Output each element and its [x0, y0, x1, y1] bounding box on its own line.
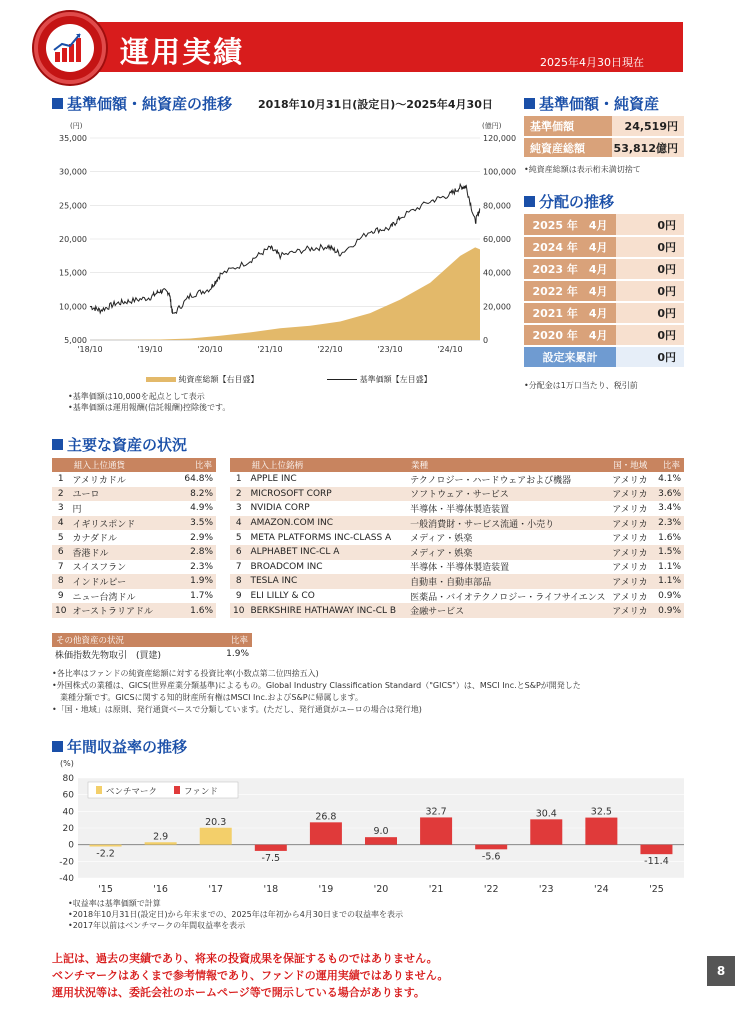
currency-ratio: 1.9% — [174, 574, 216, 589]
nav-table — [524, 116, 684, 159]
stock-name: ALPHABET INC-CL A — [247, 545, 407, 560]
stock-header-country: 国・地域 — [609, 458, 653, 472]
stock-name: META PLATFORMS INC-CLASS A — [250, 532, 392, 543]
stock-sector: 一般消費財・サービス流通・小売り — [407, 516, 609, 531]
currency-name: カナダドル — [72, 534, 118, 545]
currency-rank: 8 — [52, 574, 69, 589]
returns-y-unit: (%) — [60, 759, 74, 768]
fund-bar — [530, 819, 562, 844]
stock-rank: 3 — [235, 503, 242, 514]
right-tick-label: 80,000 — [483, 201, 511, 211]
stock-country: アメリカ — [609, 603, 653, 618]
stock-name: MICROSOFT CORP — [247, 487, 407, 502]
returns-x-tick-label: '19 — [318, 884, 334, 895]
x-tick-label: '20/10 — [197, 345, 223, 354]
nav-row — [524, 116, 684, 137]
legend-aum-swatch — [146, 377, 176, 382]
currency-ratio: 2.9% — [190, 532, 213, 543]
assets-note: •各比率はファンドの純資産総額に対する投資比率(小数点第二位四捨五入) — [52, 669, 319, 678]
benchmark-bar — [90, 845, 122, 847]
currency-name: 円 — [72, 504, 82, 515]
fund-bar — [475, 845, 507, 850]
returns-x-tick-label: '25 — [649, 884, 664, 895]
stock-header-name: 組入上位銘柄 — [230, 458, 407, 472]
assets-note: 業種分類です。GICSに関する知的財産所有権はMSCI Inc.およびS&Pに帰属します。 — [52, 693, 363, 702]
distribution-title: 分配の推移 — [524, 191, 614, 212]
stock-row — [230, 501, 684, 516]
currency-row — [52, 530, 216, 545]
currency-ratio: 4.9% — [190, 503, 213, 514]
returns-data-label: 26.8 — [315, 811, 337, 823]
returns-note: •2017年以前はベンチマークの年間収益率を表示 — [68, 921, 246, 930]
currency-name: アメリカドル — [72, 475, 126, 486]
price-chart-legend — [146, 374, 432, 385]
stock-country: アメリカ — [609, 516, 653, 531]
stock-table — [230, 458, 684, 618]
currency-ratio: 1.6% — [174, 603, 216, 618]
stock-country: アメリカ — [609, 574, 653, 589]
legend-nav-swatch — [327, 379, 357, 380]
stock-rank: 5 — [235, 532, 242, 543]
returns-x-tick-label: '16 — [153, 884, 168, 895]
returns-x-tick-label: '17 — [208, 884, 224, 895]
legend-aum-label: 純資産総額【右目盛】 — [178, 375, 259, 384]
returns-data-label: 9.0 — [373, 826, 389, 838]
stock-sector: テクノロジー・ハードウェアおよび機器 — [410, 475, 572, 486]
returns-y-tick-label: 0 — [68, 840, 74, 851]
other-header — [52, 633, 252, 647]
stock-name: BROADCOM INC — [250, 561, 323, 572]
nav-value: 24,519円 — [612, 116, 684, 137]
stock-rank: 7 — [235, 561, 242, 572]
stock-sector: メディア・娯楽 — [407, 545, 609, 560]
stock-rank: 6 — [230, 545, 247, 560]
aum-area — [90, 247, 480, 340]
nav-box-title: 基準価額・純資産 — [524, 93, 659, 114]
nav-box-note: •純資産総額は表示桁未満切捨て — [524, 165, 641, 174]
returns-data-label: 30.4 — [535, 808, 557, 820]
returns-data-label: 32.5 — [590, 806, 612, 818]
currency-name: ユーロ — [69, 487, 174, 502]
distribution-value: 0円 — [616, 258, 684, 280]
returns-note: •収益率は基準価額で計算 — [68, 899, 161, 908]
stock-ratio: 1.1% — [653, 574, 684, 589]
stock-sector: 半導体・半導体製造装置 — [410, 563, 510, 574]
returns-x-tick-label: '24 — [594, 884, 609, 895]
currency-row — [52, 560, 216, 575]
currency-name: オーストラリアドル — [69, 603, 174, 618]
stock-ratio: 2.3% — [653, 516, 684, 531]
returns-data-label: 32.7 — [425, 806, 447, 818]
right-tick-label: 120,000 — [483, 134, 517, 143]
x-tick-label: '22/10 — [317, 345, 343, 354]
x-tick-label: '24/10 — [437, 345, 463, 354]
returns-y-tick-label: -40 — [59, 874, 74, 884]
right-tick-label: 100,000 — [483, 167, 517, 177]
returns-note: •2018年10月31日(設定日)から年末までの、2025年は年初から4月30日までの収益率を表示 — [68, 910, 403, 919]
returns-data-label: -11.4 — [644, 856, 669, 868]
currency-ratio: 3.5% — [174, 516, 216, 531]
currency-row — [52, 501, 216, 516]
left-tick-label: 35,000 — [59, 134, 87, 143]
stock-country: アメリカ — [612, 592, 648, 603]
distribution-value: 0円 — [616, 214, 684, 236]
returns-x-tick-label: '18 — [263, 884, 279, 895]
returns-data-label: -5.6 — [481, 851, 501, 863]
stock-sector: 金融サービス — [407, 603, 609, 618]
page-title: 運用実績 — [120, 35, 245, 69]
left-tick-label: 20,000 — [59, 235, 87, 244]
currency-row — [52, 487, 216, 502]
distribution-row — [524, 324, 684, 346]
currency-row — [52, 472, 216, 487]
currency-rank: 2 — [52, 487, 69, 502]
fund-bar — [255, 845, 287, 851]
other-header-name: その他資産の状況 — [52, 633, 211, 647]
distribution-date: 2025 年 4月 — [524, 214, 616, 236]
returns-data-label: 20.3 — [205, 816, 227, 828]
stock-ratio: 1.6% — [658, 532, 681, 543]
currency-row — [52, 516, 216, 531]
stock-name: NVIDIA CORP — [250, 503, 310, 514]
disclaimer — [52, 950, 448, 1001]
legend-bench-label: ベンチマーク — [106, 787, 158, 797]
fund-bar — [640, 845, 672, 855]
legend-nav-label: 基準価額【左目盛】 — [359, 375, 432, 384]
stock-row — [230, 472, 684, 487]
disclaimer-line: 運用状況等は、委託会社のホームページ等で開示している場合があります。 — [52, 986, 425, 999]
stock-row — [230, 603, 684, 618]
stock-row — [230, 589, 684, 604]
stock-sector: 半導体・半導体製造装置 — [410, 504, 510, 515]
stock-sector: 医薬品・バイオテクノロジー・ライフサイエンス — [410, 592, 606, 603]
stock-name: APPLE INC — [250, 474, 297, 485]
stock-sector: 自動車・自動車部品 — [407, 574, 609, 589]
currency-name: ニュー台湾ドル — [72, 592, 136, 603]
returns-x-tick-label: '15 — [98, 884, 113, 895]
price-chart — [52, 118, 520, 368]
price-note: •基準価額は10,000を起点として表示 — [68, 392, 205, 401]
stock-rank: 1 — [235, 474, 242, 485]
stock-sector: ソフトウェア・サービス — [407, 487, 609, 502]
currency-header — [52, 458, 216, 472]
stock-rank: 10 — [230, 603, 247, 618]
chart-icon — [46, 24, 94, 72]
distribution-total-row — [524, 346, 684, 368]
distribution-date: 2020 年 4月 — [524, 324, 616, 346]
distribution-date: 2021 年 4月 — [524, 302, 616, 324]
currency-name: スイスフラン — [72, 563, 127, 574]
legend-bench-swatch — [96, 786, 102, 794]
currency-row — [52, 589, 216, 604]
stock-country: アメリカ — [612, 534, 648, 545]
distribution-table — [524, 214, 684, 369]
currency-name: 香港ドル — [69, 545, 174, 560]
returns-title: 年間収益率の推移 — [52, 736, 187, 757]
returns-data-label: -2.2 — [96, 848, 115, 860]
fund-bar — [585, 818, 617, 845]
assets-title: 主要な資産の状況 — [52, 434, 187, 455]
right-tick-label: 20,000 — [483, 302, 511, 312]
returns-chart — [52, 758, 688, 898]
right-tick-label: 60,000 — [483, 235, 511, 244]
stock-name: BERKSHIRE HATHAWAY INC-CL B — [247, 603, 407, 618]
distribution-value: 0円 — [616, 280, 684, 302]
distribution-date: 2022 年 4月 — [524, 280, 616, 302]
stock-ratio: 3.4% — [658, 503, 681, 514]
returns-y-tick-label: -20 — [59, 857, 74, 868]
legend-fund-swatch — [174, 786, 180, 794]
other-row — [52, 647, 252, 662]
benchmark-bar — [200, 828, 232, 845]
x-tick-label: '23/10 — [377, 345, 403, 354]
stock-rank: 2 — [230, 487, 247, 502]
right-tick-label: 0 — [483, 336, 489, 345]
currency-ratio: 8.2% — [174, 487, 216, 502]
stock-name: AMAZON.COM INC — [247, 516, 407, 531]
currency-table — [52, 458, 216, 618]
other-name: 株価指数先物取引 (買建) — [55, 650, 162, 661]
stock-header — [230, 458, 684, 472]
currency-header-name: 組入上位通貨 — [52, 458, 174, 472]
stock-row — [230, 530, 684, 545]
stock-ratio: 0.9% — [658, 591, 681, 602]
currency-row — [52, 574, 216, 589]
left-axis-unit: (円) — [70, 122, 83, 130]
currency-ratio: 1.7% — [190, 591, 213, 602]
left-tick-label: 30,000 — [59, 167, 87, 177]
stock-row — [230, 487, 684, 502]
left-tick-label: 10,000 — [59, 302, 87, 312]
x-tick-label: '21/10 — [257, 345, 283, 354]
assets-notes — [52, 668, 692, 716]
distribution-total-label: 設定来累計 — [524, 346, 616, 368]
left-tick-label: 5,000 — [64, 336, 87, 345]
distribution-row — [524, 258, 684, 280]
price-notes — [68, 391, 230, 413]
other-assets-table — [52, 633, 252, 662]
distribution-row — [524, 236, 684, 258]
distribution-row — [524, 302, 684, 324]
returns-x-tick-label: '23 — [538, 884, 554, 895]
currency-ratio: 2.8% — [174, 545, 216, 560]
currency-rank: 10 — [52, 603, 69, 618]
disclaimer-line: 上記は、過去の実績であり、将来の投資成果を保証するものではありません。 — [52, 952, 438, 965]
currency-header-ratio: 比率 — [174, 458, 216, 472]
stock-ratio: 1.5% — [653, 545, 684, 560]
stock-ratio: 4.1% — [658, 474, 681, 485]
stock-ratio: 1.1% — [658, 561, 681, 572]
currency-rank: 4 — [52, 516, 69, 531]
stock-rank: 4 — [230, 516, 247, 531]
stock-ratio: 3.6% — [653, 487, 684, 502]
page-number: 8 — [707, 956, 735, 986]
fund-bar — [310, 822, 342, 844]
stock-row — [230, 574, 684, 589]
distribution-note: •分配金は1万口当たり、税引前 — [524, 381, 638, 390]
disclaimer-line: ベンチマークはあくまで参考情報であり、ファンドの運用実績ではありません。 — [52, 969, 449, 982]
fund-bar — [365, 837, 397, 845]
returns-x-tick-label: '22 — [483, 884, 499, 895]
currency-rank: 7 — [57, 561, 64, 572]
other-header-ratio: 比率 — [211, 633, 252, 647]
distribution-row — [524, 214, 684, 236]
as-of-date: 2025年4月30日現在 — [540, 56, 644, 69]
currency-name: イギリスポンド — [69, 516, 174, 531]
currency-name: インドルピー — [69, 574, 174, 589]
stock-rank: 9 — [235, 591, 242, 602]
returns-y-tick-label: 40 — [62, 807, 74, 818]
returns-y-tick-label: 60 — [62, 790, 74, 801]
returns-data-label: 2.9 — [153, 831, 169, 843]
returns-y-tick-label: 80 — [62, 774, 74, 784]
stock-name: ELI LILLY & CO — [250, 591, 315, 602]
currency-rank: 5 — [57, 532, 64, 543]
stock-country: アメリカ — [612, 563, 648, 574]
currency-rank: 1 — [57, 474, 64, 485]
price-section-title: 基準価額・純資産の推移 — [52, 93, 232, 114]
stock-country: アメリカ — [609, 545, 653, 560]
currency-rank: 6 — [52, 545, 69, 560]
currency-ratio: 2.3% — [190, 561, 213, 572]
right-tick-label: 40,000 — [483, 268, 511, 278]
currency-rank: 9 — [57, 591, 64, 602]
distribution-value: 0円 — [616, 302, 684, 324]
returns-y-tick-label: 20 — [62, 824, 74, 834]
fund-bar — [420, 817, 452, 844]
currency-rank: 3 — [57, 503, 64, 514]
currency-row — [52, 603, 216, 618]
stock-name: TESLA INC — [247, 574, 407, 589]
stock-country: アメリカ — [609, 487, 653, 502]
distribution-value: 0円 — [616, 324, 684, 346]
other-ratio: 1.9% — [226, 649, 249, 660]
returns-x-tick-label: '21 — [428, 884, 444, 895]
assets-note: •「国・地域」は原則、発行通貨ベースで分類しています。(ただし、発行通貨がユーロの場合は発行地) — [52, 705, 422, 714]
distribution-total-value: 0円 — [616, 346, 684, 368]
distribution-row — [524, 280, 684, 302]
price-note: •基準価額は運用報酬(信託報酬)控除後です。 — [68, 403, 231, 412]
returns-legend — [88, 782, 238, 798]
stock-sector: メディア・娯楽 — [410, 534, 473, 545]
price-period: 2018年10月31日(設定日)～2025年4月30日 — [258, 98, 493, 111]
distribution-date: 2024 年 4月 — [524, 236, 616, 258]
stock-row — [230, 516, 684, 531]
benchmark-bar — [145, 842, 177, 844]
distribution-value: 0円 — [616, 236, 684, 258]
assets-note: •外国株式の業種は、GICS(世界産業分類基準)によるもの。Global Industry Classification Standard（"GICS"）は、MSCI Inc.とS&Pが開発した — [52, 681, 581, 690]
stock-row — [230, 560, 684, 575]
stock-rank: 8 — [230, 574, 247, 589]
stock-ratio: 0.9% — [653, 603, 684, 618]
legend-fund-label: ファンド — [184, 787, 218, 797]
stock-row — [230, 545, 684, 560]
stock-header-ratio: 比率 — [653, 458, 684, 472]
returns-x-tick-label: '20 — [373, 884, 389, 895]
nav-label: 基準価額 — [524, 116, 612, 137]
left-tick-label: 15,000 — [59, 268, 87, 278]
distribution-date: 2023 年 4月 — [524, 258, 616, 280]
stock-country: アメリカ — [612, 475, 648, 486]
returns-data-label: -7.5 — [261, 852, 281, 864]
nav-row — [524, 137, 684, 158]
x-tick-label: '19/10 — [137, 345, 163, 354]
left-tick-label: 25,000 — [59, 201, 87, 211]
aum-label: 純資産総額 — [524, 137, 612, 158]
currency-row — [52, 545, 216, 560]
returns-notes — [68, 898, 403, 931]
stock-header-sector: 業種 — [407, 458, 609, 472]
right-axis-unit: (億円) — [482, 122, 502, 130]
aum-value: 53,812億円 — [612, 137, 684, 158]
x-tick-label: '18/10 — [77, 345, 103, 354]
stock-country: アメリカ — [612, 504, 648, 515]
currency-ratio: 64.8% — [184, 474, 213, 485]
